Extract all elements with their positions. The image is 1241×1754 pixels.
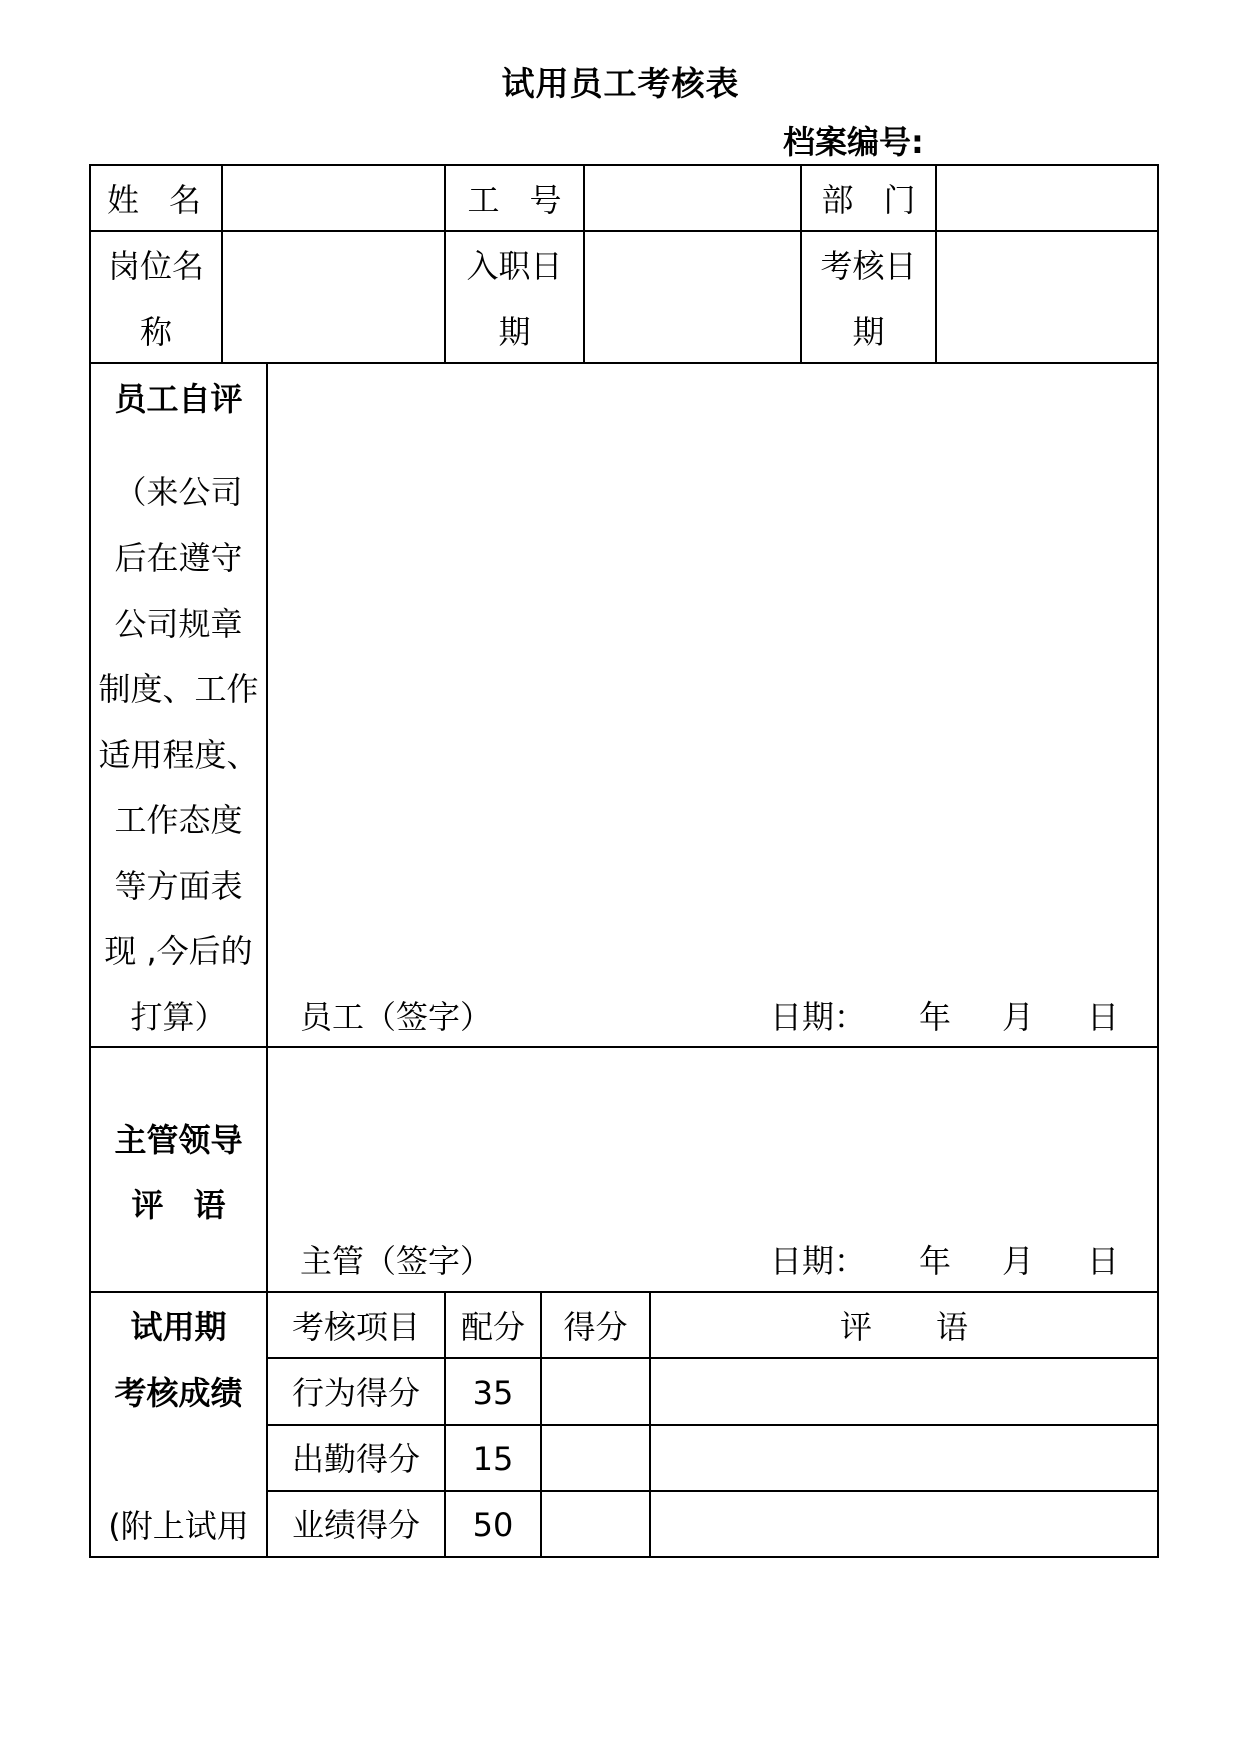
employee-id-field[interactable]	[585, 167, 800, 230]
score-row-comment-field[interactable]	[651, 1360, 1157, 1424]
employee-id-label: 工号	[467, 181, 592, 219]
self-eval-desc-line: 公司规章	[114, 605, 243, 643]
hire-date-label: 入职日	[466, 247, 563, 285]
hire-date-label: 期	[498, 313, 531, 351]
score-side-heading: 考核成绩	[114, 1374, 243, 1412]
score-row-comment-field[interactable]	[651, 1492, 1157, 1556]
employee-signature-label: 员工（签字）	[300, 998, 493, 1036]
column-header-score: 得分	[563, 1308, 628, 1346]
score-side-heading: 试用期	[130, 1308, 227, 1346]
review-date-label: 期	[852, 313, 885, 351]
archive-number-label: 档案编号:	[783, 123, 924, 161]
self-eval-heading: 员工自评	[114, 380, 243, 418]
position-label: 岗位名	[107, 247, 204, 285]
department-field[interactable]	[937, 167, 1157, 230]
score-row-comment-field[interactable]	[651, 1426, 1157, 1490]
review-date-field[interactable]	[937, 233, 1157, 362]
grid-line	[89, 164, 1159, 166]
self-eval-year-label: 年	[919, 998, 952, 1036]
supervisor-day-label: 日	[1087, 1242, 1120, 1280]
score-row-score-field[interactable]	[542, 1492, 649, 1556]
department-label: 部门	[821, 181, 946, 219]
score-row-points: 50	[472, 1506, 514, 1544]
supervisor-month-label: 月	[1002, 1242, 1035, 1280]
column-header-comment: 评语	[839, 1308, 1032, 1346]
supervisor-year-label: 年	[919, 1242, 952, 1280]
score-row-item: 业绩得分	[291, 1506, 420, 1544]
self-eval-month-label: 月	[1002, 998, 1035, 1036]
self-eval-desc-line: 工作态度	[114, 801, 243, 839]
self-eval-desc-line: 后在遵守	[114, 539, 243, 577]
review-date-label: 考核日	[820, 247, 917, 285]
score-row-points: 15	[472, 1440, 514, 1478]
supervisor-heading: 主管领导	[114, 1121, 243, 1159]
self-eval-desc-line: 打算）	[130, 998, 227, 1036]
hire-date-field[interactable]	[585, 233, 800, 362]
self-eval-date-label: 日期：	[770, 998, 867, 1036]
supervisor-heading: 评语	[131, 1186, 256, 1224]
self-eval-desc-line: 制度、工作	[98, 670, 259, 708]
score-row-item: 出勤得分	[291, 1440, 420, 1478]
column-header-item: 考核项目	[291, 1308, 420, 1346]
name-field[interactable]	[223, 167, 444, 230]
self-eval-day-label: 日	[1087, 998, 1120, 1036]
self-eval-text-area[interactable]	[268, 364, 1157, 984]
score-side-note: (附上试用	[108, 1507, 249, 1545]
self-eval-desc-line: 现 ,今后的	[104, 932, 253, 970]
self-eval-desc-line: 等方面表	[114, 867, 243, 905]
grid-line	[89, 230, 1159, 232]
self-eval-desc-line: （来公司	[114, 473, 243, 511]
name-label: 姓名	[106, 181, 231, 219]
position-label: 称	[139, 313, 172, 351]
column-header-points: 配分	[460, 1308, 525, 1346]
score-row-item: 行为得分	[291, 1374, 420, 1412]
grid-line	[89, 1291, 1159, 1293]
supervisor-date-label: 日期：	[770, 1242, 867, 1280]
supervisor-signature-label: 主管（签字）	[300, 1242, 493, 1280]
score-row-score-field[interactable]	[542, 1360, 649, 1424]
position-field[interactable]	[223, 233, 444, 362]
supervisor-comment-area[interactable]	[268, 1048, 1157, 1228]
score-row-points: 35	[472, 1374, 514, 1412]
grid-line	[1157, 164, 1159, 1558]
self-eval-desc-line: 适用程度、	[98, 736, 259, 774]
score-row-score-field[interactable]	[542, 1426, 649, 1490]
page-title: 试用员工考核表	[501, 64, 740, 103]
